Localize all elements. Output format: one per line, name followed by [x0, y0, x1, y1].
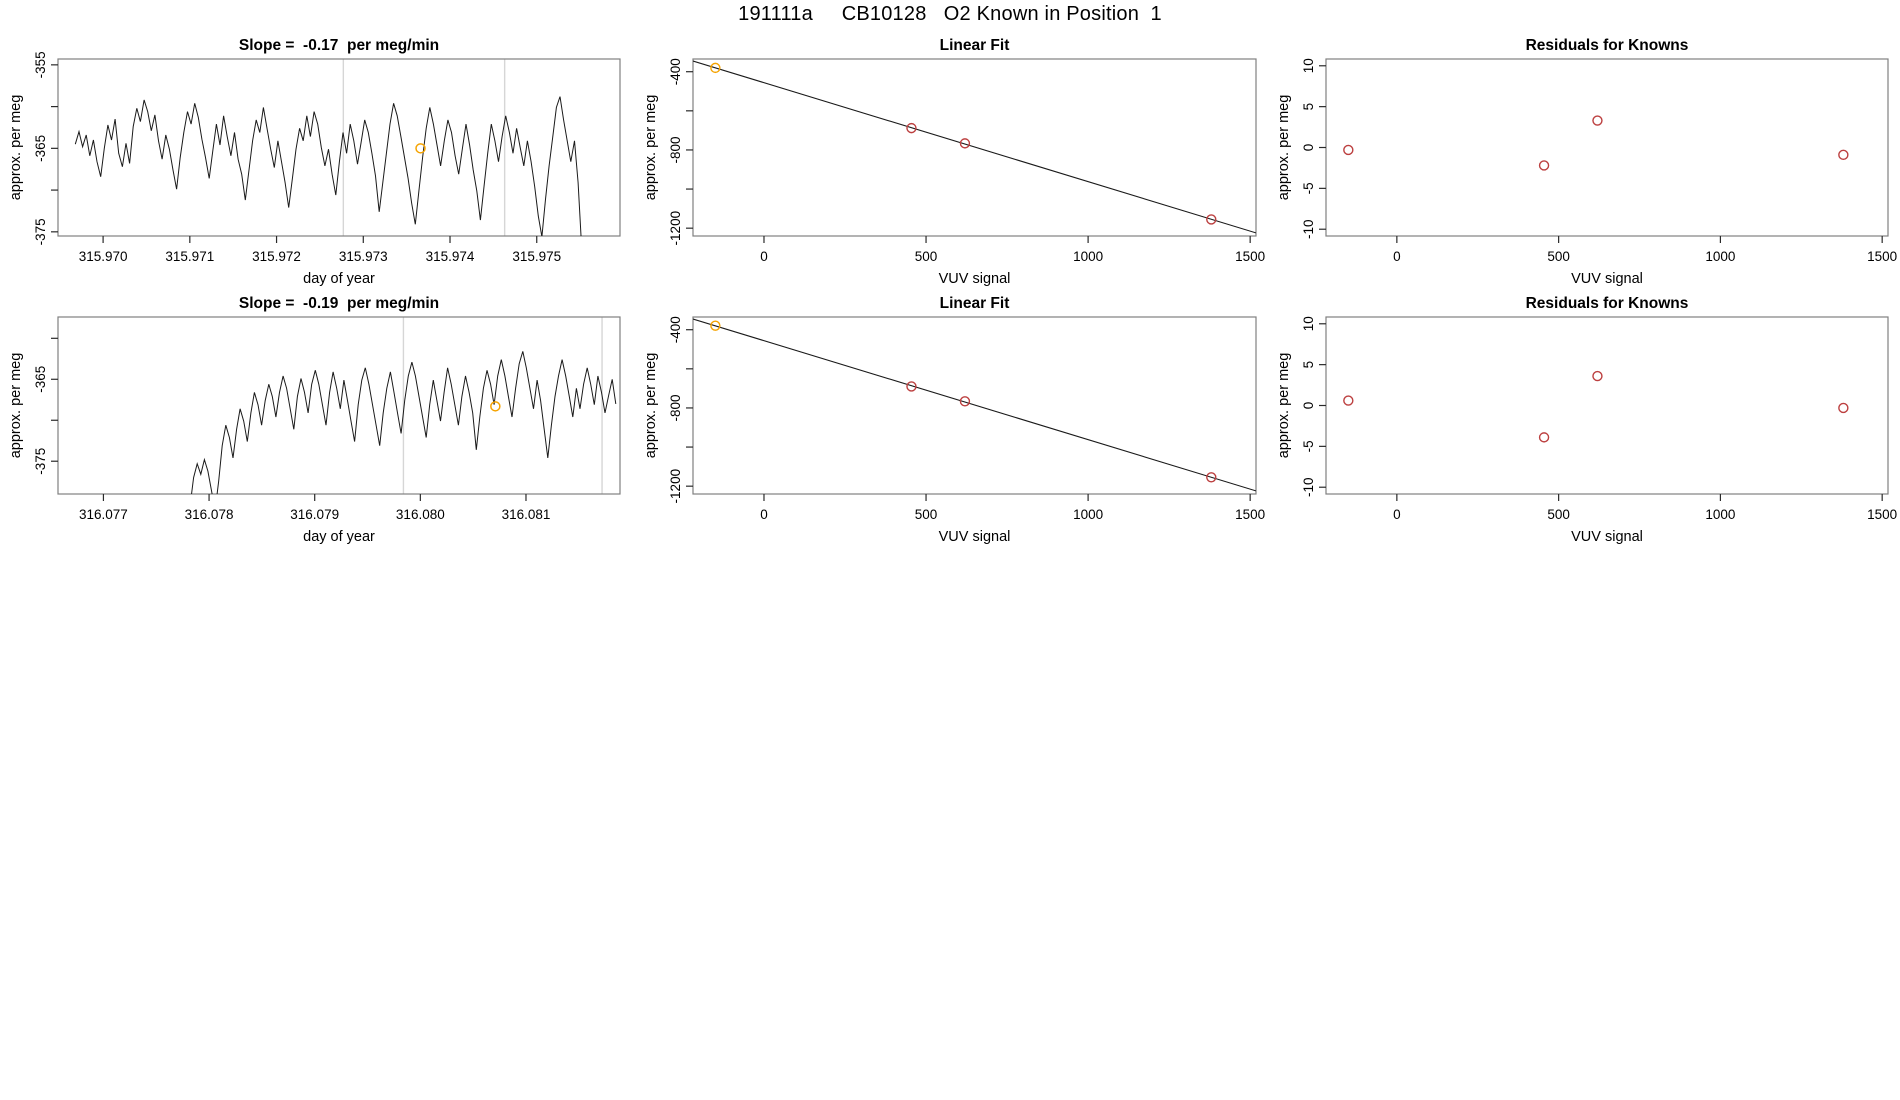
panel-title: Slope = -0.19 per meg/min	[238, 295, 440, 312]
x-tick-label: 315.971	[165, 249, 215, 264]
panel-res1	[1276, 37, 1897, 287]
data-point	[1344, 145, 1353, 154]
x-tick-label: 500	[1547, 249, 1570, 264]
x-tick-label: 1000	[1705, 507, 1736, 522]
y-tick-label: 10	[1301, 58, 1316, 74]
x-axis-title: VUV signal	[1571, 529, 1643, 545]
y-tick-label: 0	[1301, 401, 1316, 410]
y-tick-label: -10	[1301, 477, 1316, 497]
x-tick-label: 500	[914, 507, 938, 522]
plot-box	[58, 317, 620, 494]
y-tick-label: -375	[33, 218, 48, 246]
x-axis-title: day of year	[303, 271, 375, 287]
x-tick-label: 1500	[1867, 249, 1898, 264]
plot-box	[58, 59, 620, 236]
y-tick-label: -355	[33, 51, 48, 79]
x-tick-label: 1500	[1235, 249, 1266, 264]
data-point	[1839, 150, 1848, 159]
y-axis-title: approx. per meg	[8, 94, 24, 201]
x-tick-label: 0	[760, 249, 768, 264]
x-tick-label: 1000	[1073, 507, 1104, 522]
data-point	[1593, 372, 1602, 381]
y-axis-title: approx. per meg	[643, 352, 659, 459]
data-point	[1540, 433, 1549, 442]
y-axis-title: approx. per meg	[8, 352, 24, 459]
x-tick-label: 315.975	[512, 249, 562, 264]
data-point	[1593, 116, 1602, 125]
y-tick-label: -400	[668, 316, 683, 344]
panel-fit2	[643, 295, 1265, 545]
x-tick-label: 316.079	[290, 507, 340, 522]
y-tick-label: -365	[33, 365, 48, 393]
x-tick-label: 1500	[1867, 507, 1898, 522]
x-tick-label: 316.078	[184, 507, 234, 522]
y-tick-label: -1200	[668, 210, 683, 246]
y-tick-label: -800	[668, 394, 683, 422]
panel-title: Slope = -0.17 per meg/min	[238, 37, 440, 54]
x-axis-title: day of year	[303, 529, 375, 545]
x-tick-label: 316.077	[79, 507, 128, 522]
panel-title: Linear Fit	[939, 295, 1010, 312]
x-tick-label: 500	[1547, 507, 1570, 522]
y-axis-title: approx. per meg	[1276, 94, 1292, 201]
x-tick-label: 0	[1393, 507, 1401, 522]
y-tick-label: -10	[1301, 219, 1316, 239]
x-tick-label: 0	[760, 507, 768, 522]
panel-ts2	[8, 295, 620, 545]
plot-box	[1326, 317, 1888, 494]
x-tick-label: 315.973	[338, 249, 388, 264]
x-tick-label: 316.081	[501, 507, 551, 522]
figure-title: 191111a CB10128 O2 Known in Position 1	[738, 3, 1162, 25]
x-tick-label: 1500	[1235, 507, 1266, 522]
x-tick-label: 1000	[1073, 249, 1104, 264]
data-point	[1540, 161, 1549, 170]
panel-title: Residuals for Knowns	[1525, 295, 1689, 312]
plot-box	[1326, 59, 1888, 236]
fit-line	[693, 319, 1256, 491]
y-tick-label: 5	[1301, 102, 1316, 111]
y-axis-title: approx. per meg	[643, 94, 659, 201]
y-tick-label: 10	[1301, 316, 1316, 332]
y-tick-label: -365	[33, 134, 48, 162]
x-tick-label: 315.974	[425, 249, 475, 264]
x-tick-label: 500	[914, 249, 938, 264]
data-point	[1344, 396, 1353, 405]
panel-res2	[1276, 295, 1897, 545]
fit-line	[693, 61, 1256, 233]
y-tick-label: -800	[668, 136, 683, 164]
y-tick-label: -5	[1301, 440, 1316, 453]
timeseries-path	[75, 97, 585, 299]
x-tick-label: 1000	[1705, 249, 1736, 264]
x-axis-title: VUV signal	[938, 271, 1011, 287]
x-tick-label: 0	[1393, 249, 1401, 264]
y-axis-title: approx. per meg	[1276, 352, 1292, 459]
y-tick-label: -1200	[668, 468, 683, 504]
data-point	[1839, 403, 1848, 412]
highlight-marker	[491, 402, 500, 411]
y-tick-label: -5	[1301, 182, 1316, 195]
y-tick-label: 5	[1301, 360, 1316, 369]
panel-title: Residuals for Knowns	[1525, 37, 1689, 54]
panel-title: Linear Fit	[939, 37, 1010, 54]
x-axis-title: VUV signal	[1571, 271, 1643, 287]
y-tick-label: -400	[668, 58, 683, 86]
x-axis-title: VUV signal	[938, 529, 1011, 545]
x-tick-label: 315.972	[252, 249, 301, 264]
y-tick-label: -375	[33, 447, 48, 475]
x-tick-label: 315.970	[78, 249, 128, 264]
panel-ts1	[8, 37, 620, 299]
panel-fit1	[643, 37, 1265, 287]
x-tick-label: 316.080	[395, 507, 445, 522]
y-tick-label: 0	[1301, 143, 1316, 152]
